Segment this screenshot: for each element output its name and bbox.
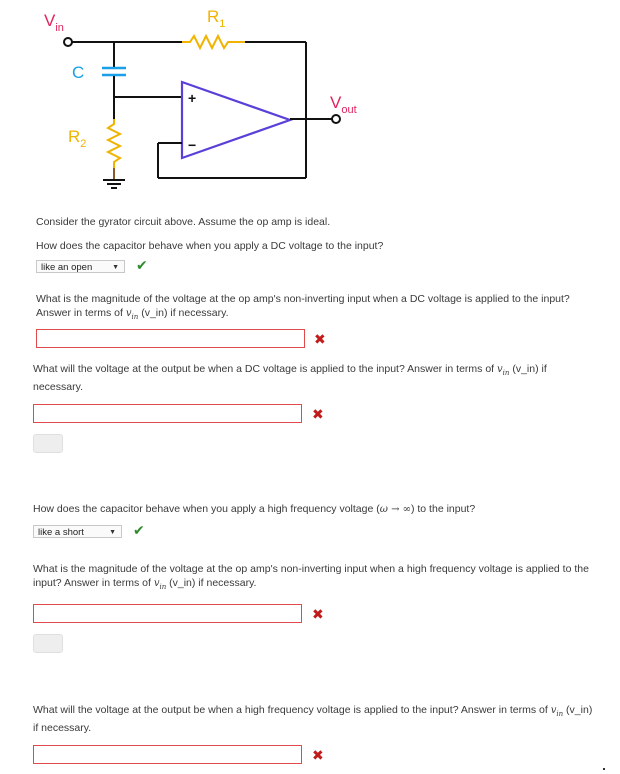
q5-text: What is the magnitude of the voltage at the op amp's non-inverting input when a high frequency voltage is applied to the input? Answer in terms of $v_{in}$ (v_in) if necessary. xyxy=(33,563,589,591)
q4-dropdown-value: like a short xyxy=(38,527,84,538)
triangle-down-icon: ▼ xyxy=(112,264,119,271)
q5-vin-symbol: $v_{in}$ xyxy=(153,578,167,591)
opamp-triangle xyxy=(182,82,290,158)
q1-dropdown[interactable] xyxy=(36,260,125,273)
r2-resistor xyxy=(108,119,120,168)
q2-text: What is the magnitude of the voltage at the op amp's non-inverting input when a DC voltage is applied to the input? Answer in terms of $v_{in}$ (v_in) if necessary. xyxy=(36,293,570,321)
x-icon: ✖ xyxy=(312,747,324,763)
q3-text: What will the voltage at the output be when a DC voltage is applied to the input? Answer in terms of $v_{in}$ (v_in) if necessary. xyxy=(33,363,547,393)
q6-text: What will the voltage at the output be when a high frequency voltage is applied to the input? Answer in terms of $v_{in}$ (v_in) if necessary. xyxy=(33,704,593,734)
stray-dot xyxy=(603,768,605,770)
q2-answer-input[interactable] xyxy=(36,329,305,348)
r2-label: $R_2$ xyxy=(68,127,87,150)
x-icon: ✖ xyxy=(312,406,324,422)
check-icon: ✔ xyxy=(136,257,148,273)
q6-vin-symbol: $v_{in}$ xyxy=(550,705,564,718)
q5-submit-button[interactable] xyxy=(33,634,63,653)
opamp-plus-sign: + xyxy=(188,90,197,106)
q1-dropdown-value: like an open xyxy=(41,262,93,273)
q1-text: How does the capacitor behave when you apply a DC voltage to the input? xyxy=(36,240,384,252)
x-icon: ✖ xyxy=(312,606,324,622)
gyrator-circuit-diagram xyxy=(0,0,620,200)
q3-vin-symbol: $v_{in}$ xyxy=(497,364,510,377)
q4-text: How does the capacitor behave when you apply a high frequency voltage (ω → ∞) to the input? xyxy=(33,503,476,515)
q3-answer-input[interactable] xyxy=(33,404,302,423)
vin-label: $V_{in}$ xyxy=(44,11,64,34)
vout-label: $V_{out}$ xyxy=(330,93,357,116)
q5-answer-input[interactable] xyxy=(33,604,302,623)
c-label: C xyxy=(72,63,85,82)
triangle-down-icon: ▼ xyxy=(109,529,116,536)
r1-resistor xyxy=(182,36,245,48)
q4-dropdown[interactable] xyxy=(33,525,122,538)
intro-text: Consider the gyrator circuit above. Assume the op amp is ideal. xyxy=(36,216,331,228)
x-icon: ✖ xyxy=(314,331,326,347)
vin-terminal xyxy=(64,38,72,46)
r1-label: $R_1$ xyxy=(207,7,226,30)
opamp-minus-sign: − xyxy=(188,137,197,153)
vout-terminal xyxy=(332,115,340,123)
q3-submit-button[interactable] xyxy=(33,434,63,453)
check-icon: ✔ xyxy=(133,522,145,538)
q2-vin-symbol: $v_{in}$ xyxy=(125,308,139,321)
q6-answer-input[interactable] xyxy=(33,745,302,764)
q4-omega-symbol: ω → ∞ xyxy=(379,504,411,515)
